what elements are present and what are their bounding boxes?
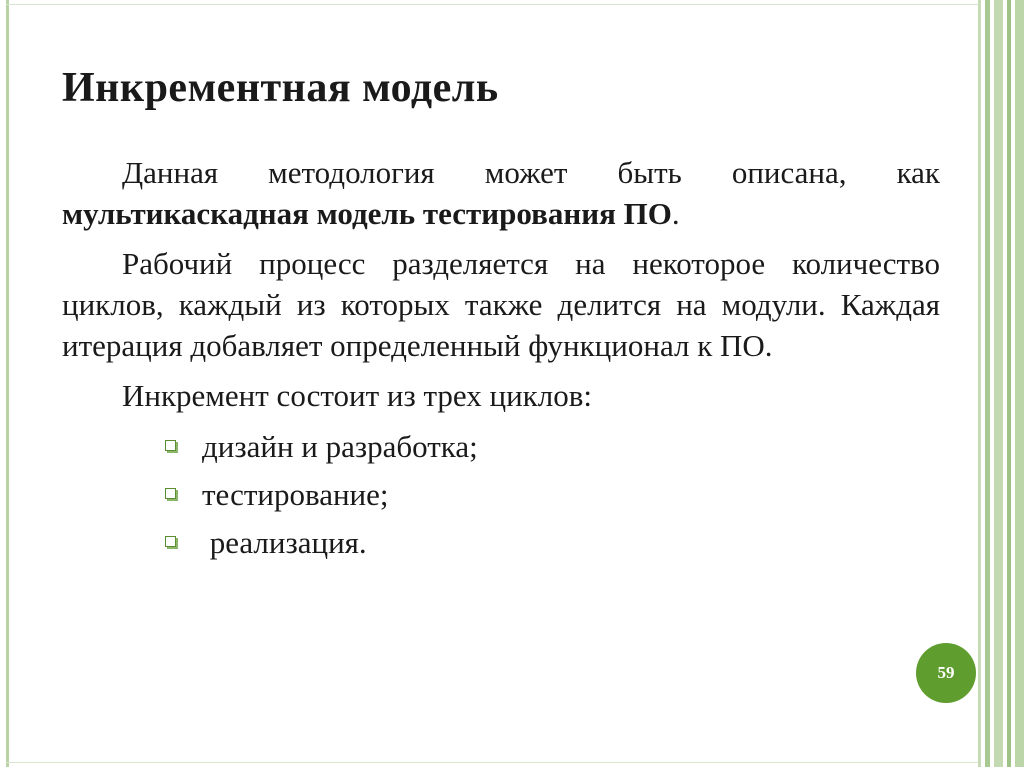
list-item-label: реализация.: [202, 525, 367, 560]
frame-top-border: [6, 4, 978, 5]
page-number-badge: 59: [916, 643, 976, 703]
square-bullet-icon: [165, 488, 176, 499]
frame-bottom-border: [6, 762, 978, 763]
list-item: [62, 521, 940, 569]
list-item-label: дизайн и разработка;: [202, 429, 478, 464]
paragraph-intro-end: .: [671, 196, 680, 231]
paragraph-increment: Инкремент состоит из трех циклов:: [122, 378, 592, 413]
square-bullet-icon: [165, 440, 176, 451]
paragraph-intro: [62, 152, 940, 234]
list-item: [62, 425, 940, 473]
paragraph-intro-bold: мультикаскадная модель тестирования ПО: [62, 196, 672, 231]
decorative-stripes: [978, 0, 1024, 767]
square-bullet-icon: [165, 536, 176, 547]
list-item-label: тестирование;: [202, 477, 389, 512]
paragraph-intro-text: Данная методология может быть описана, как: [122, 155, 940, 190]
slide-title: Инкрементная модель: [62, 65, 499, 111]
slide-body: [62, 152, 940, 569]
frame-left-border: [6, 0, 9, 767]
bullet-list: [62, 425, 940, 569]
list-item: [62, 473, 940, 521]
paragraph-workflow: Рабочий процесс разделяется на некоторое количество циклов, каждый из которых также делится на модули. Каждая итерация добавляет определенный функционал к ПО.: [62, 246, 940, 363]
